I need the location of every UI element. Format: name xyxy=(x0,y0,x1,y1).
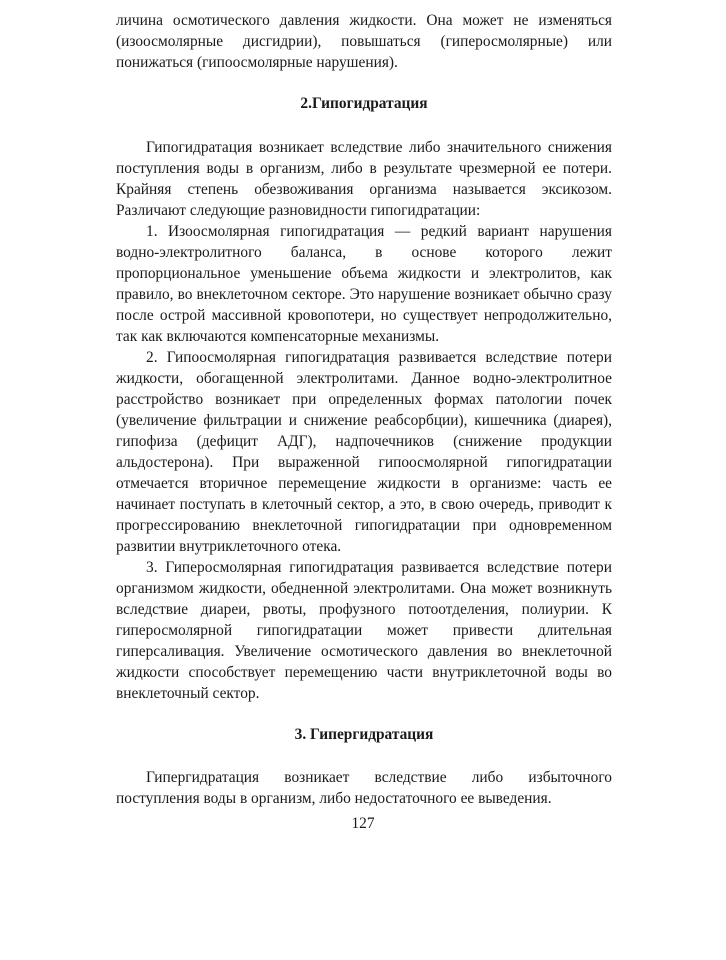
page-number: 127 xyxy=(351,815,375,832)
list-item-hypoosmolar: 2. Гипоосмолярная гипогидратация развивается вследствие потери жидкости, обогащенной электролитами. Данное водно-электролитное расстройство возникает при определенных формах патологии почек (увеличение фильтрации и снижение реабсорбции), кишечника (диарея), гипофиза (дефицит АДГ), надпочечников (снижение продукции альдостерона). При выраженной гипоосмолярной гипогидратации отмечается вторичное перемещение жидкости в организме: часть ее начинает поступать в клеточный сектор, а это, в свою очередь, приводит к прогрессированию внеклеточной гипогидратации при одновременном развитии внутриклеточного отека. xyxy=(116,349,612,555)
section-heading-hypohydration: 2.Гипогидратация xyxy=(300,95,428,112)
intro-paragraph: личина осмотического давления жидкости. Она может не изменяться (изоосмолярные дисгидрии), повышаться (гиперосмолярные) или понижаться (гипоосмолярные нарушения). xyxy=(116,12,612,71)
hyperhydration-intro-paragraph: Гипергидратация возникает вследствие либо избыточного поступления воды в организм, либо недостаточного ее выведения. xyxy=(116,769,612,807)
section-heading-hyperhydration: 3. Гипергидратация xyxy=(294,726,434,743)
document-page xyxy=(116,10,612,809)
list-item-hyperosmolar: 3. Гиперосмолярная гипогидратация развивается вследствие потери организмом жидкости, обедненной электролитами. Она может возникнуть вследствие диареи, рвоты, профузного потоотделения, полиурии. К гиперосмолярной гипогидратации может привести длительная гиперсаливация. Увеличение осмотического давления во внеклеточной жидкости способствует перемещению части внутриклеточной воды во внеклеточный сектор. xyxy=(116,559,612,702)
hypohydration-intro-paragraph: Гипогидратация возникает вследствие либо значительного снижения поступления воды в организм, либо в результате чрезмерной ее потери. Крайняя степень обезвоживания организма называется эксикозом. Различают следующие разновидности гипогидратации: xyxy=(116,139,612,219)
list-item-isosmolar: 1. Изоосмолярная гипогидратация — редкий вариант нарушения водно-электролитного баланса, в основе которого лежит пропорциональное уменьшение объема жидкости и электролитов, как правило, во внеклеточном секторе. Это нарушение возникает обычно сразу после острой массивной кровопотери, но существует непродолжительно, так как включаются компенсаторные механизмы. xyxy=(116,223,612,345)
